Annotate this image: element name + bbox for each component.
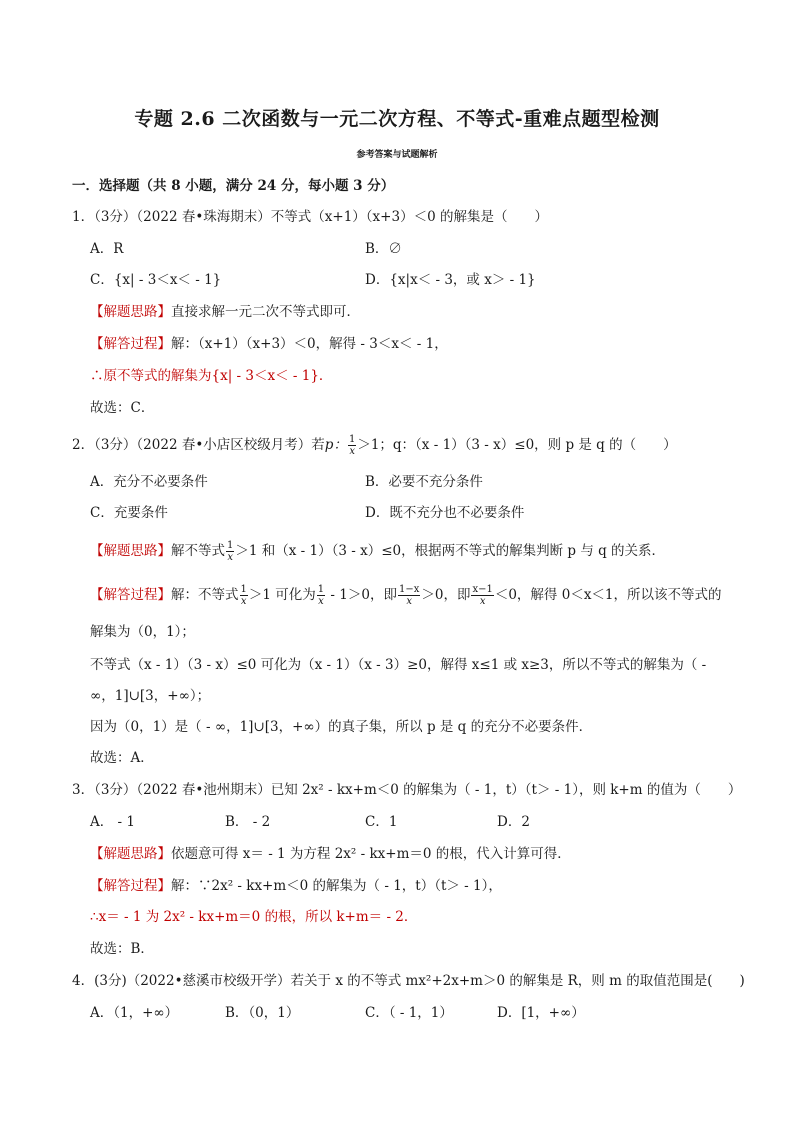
q2-process-e: ＜0，解得 0＜x＜1，所以该不等式的	[494, 587, 722, 603]
fraction-numerator: 1	[317, 584, 325, 595]
q2-process-line4: ∞，1]∪[3，+∞）；	[90, 688, 211, 704]
q3-option-c: C．1	[365, 814, 398, 830]
q3-thought	[90, 844, 571, 864]
thought-tag: 【解题思路】	[90, 543, 171, 559]
fraction-numerator: 1−x	[398, 584, 420, 595]
q2-stem-p: p：	[324, 437, 347, 453]
fraction-denominator: x	[227, 552, 233, 563]
q1-stem: 1．（3分）（2022 春•珠海期末）不等式（x+1）（x+3）＜0 的解集是（ ）	[72, 209, 548, 225]
fraction-numerator: 1	[227, 540, 234, 551]
thought-tag: 【解题思路】	[90, 304, 171, 320]
q1-thought	[90, 302, 360, 322]
q2-process-line3: 不等式（x - 1）（3 - x）≤0 可化为（x - 1）（x - 3）≥0，解得 x≤1 或 x≥3，所以不等式的解集为（ -	[90, 657, 707, 673]
fraction-denominator: x	[479, 596, 486, 607]
q3-option-d: D．2	[497, 814, 530, 830]
q3-conclusion: ∴x＝ - 1 为 2x² - kx+m＝0 的根，所以 k+m＝ - 2．	[90, 909, 418, 925]
process-tag: 【解答过程】	[90, 336, 171, 352]
q2-thought-pre: 解不等式	[171, 543, 225, 559]
q3-option-b: B． - 2	[225, 814, 271, 830]
q2-thought-post: ＞1 和（x - 1）（3 - x）≤0，根据两不等式的解集判断 p 与 q 的关系．	[235, 543, 666, 559]
q3-process-text: 解：∵2x² - kx+m＜0 的解集为（ - 1，t）（t＞ - 1），	[171, 878, 502, 894]
q2-stem-post: ＞1；q：（x - 1）（3 - x）≤0，则 p 是 q 的（ ）	[357, 437, 677, 453]
q1-option-b: B．∅	[365, 241, 402, 257]
q1-answer: 故选：C．	[90, 400, 155, 416]
q3-option-a: A． - 1	[90, 814, 135, 830]
q2-process-fraction-2	[317, 584, 325, 607]
q4-option-c: C．（ - 1，1）	[365, 1005, 453, 1021]
q2-process-d: ＞0，即	[421, 587, 471, 603]
q2-process	[90, 584, 722, 607]
q2-process-fraction-3	[398, 584, 420, 607]
q4-option-b: B．（0，1）	[225, 1005, 300, 1021]
q2-option-d: D．既不充分也不必要条件	[365, 505, 525, 521]
q1-option-c: C．{x| - 3＜x＜ - 1}	[90, 272, 222, 288]
fraction-denominator: x	[406, 596, 412, 607]
q2-process-b: ＞1 可化为	[248, 587, 316, 603]
q2-stem-pre: 2．（3分）（2022 春•小店区校级月考）若	[72, 437, 325, 453]
q3-stem: 3．（3分）（2022 春•池州期末）已知 2x² - kx+m＜0 的解集为（ - 1，t）（t＞ - 1），则 k+m 的值为（ ）	[72, 782, 742, 798]
fraction-numerator: 1	[240, 584, 247, 595]
process-tag: 【解答过程】	[90, 587, 171, 603]
fraction-denominator: x	[318, 596, 324, 607]
q2-process-c: - 1＞0，即	[326, 587, 397, 603]
process-tag: 【解答过程】	[90, 878, 171, 894]
q2-option-b: B．必要不充分条件	[365, 474, 483, 490]
q2-thought-fraction	[226, 540, 234, 563]
q2-answer: 故选：A．	[90, 750, 154, 766]
q4-stem: 4．(3分)（2022•慈溪市校级开学）若关于 x 的不等式 mx²+2x+m＞0 的解集是 R，则 m 的取值范围是( )	[72, 973, 745, 989]
q2-process-line5: 因为（0，1）是（ - ∞，1]∪[3，+∞）的真子集，所以 p 是 q 的充分不必要条件．	[90, 719, 593, 735]
q2-option-c: C．充要条件	[90, 505, 168, 521]
q3-thought-text: 依题意可得 x＝ - 1 为方程 2x² - kx+m＝0 的根，代入计算可得．	[171, 846, 571, 862]
q1-process	[90, 334, 448, 354]
page-title: 专题 2.6 二次函数与一元二次方程、不等式-重难点题型检测	[134, 108, 660, 130]
q3-process	[90, 876, 502, 896]
q2-stem-fraction	[348, 434, 356, 457]
q2-thought	[90, 540, 665, 563]
q4-option-a: A．（1，+∞）	[90, 1005, 179, 1021]
fraction-denominator: x	[349, 446, 355, 457]
fraction-numerator: x−1	[472, 584, 493, 595]
q3-answer: 故选：B．	[90, 941, 154, 957]
q1-option-a: A．R	[90, 241, 124, 257]
q2-process-line2: 解集为（0，1）；	[90, 624, 195, 640]
q2-option-a: A．充分不必要条件	[90, 474, 208, 490]
q1-process-text: 解：（x+1）（x+3）＜0，解得 - 3＜x＜ - 1，	[171, 336, 448, 352]
page-subtitle: 参考答案与试题解析	[356, 150, 438, 160]
q1-thought-text: 直接求解一元二次不等式即可．	[171, 304, 360, 320]
q2-process-fraction-4	[471, 584, 493, 607]
q4-option-d: D．[1，+∞）	[497, 1005, 585, 1021]
fraction-denominator: x	[240, 596, 247, 607]
q2-stem	[72, 434, 677, 457]
thought-tag: 【解题思路】	[90, 846, 171, 862]
q2-process-fraction-1	[240, 584, 248, 607]
q1-option-d: D．{x|x＜ - 3，或 x＞ - 1}	[365, 272, 536, 288]
section-heading: 一．选择题（共 8 小题，满分 24 分，每小题 3 分）	[72, 178, 395, 194]
q1-conclusion: ∴原不等式的解集为{x| - 3＜x＜ - 1}．	[90, 368, 333, 384]
q2-process-a: 解：不等式	[171, 587, 239, 603]
fraction-numerator: 1	[348, 434, 356, 445]
